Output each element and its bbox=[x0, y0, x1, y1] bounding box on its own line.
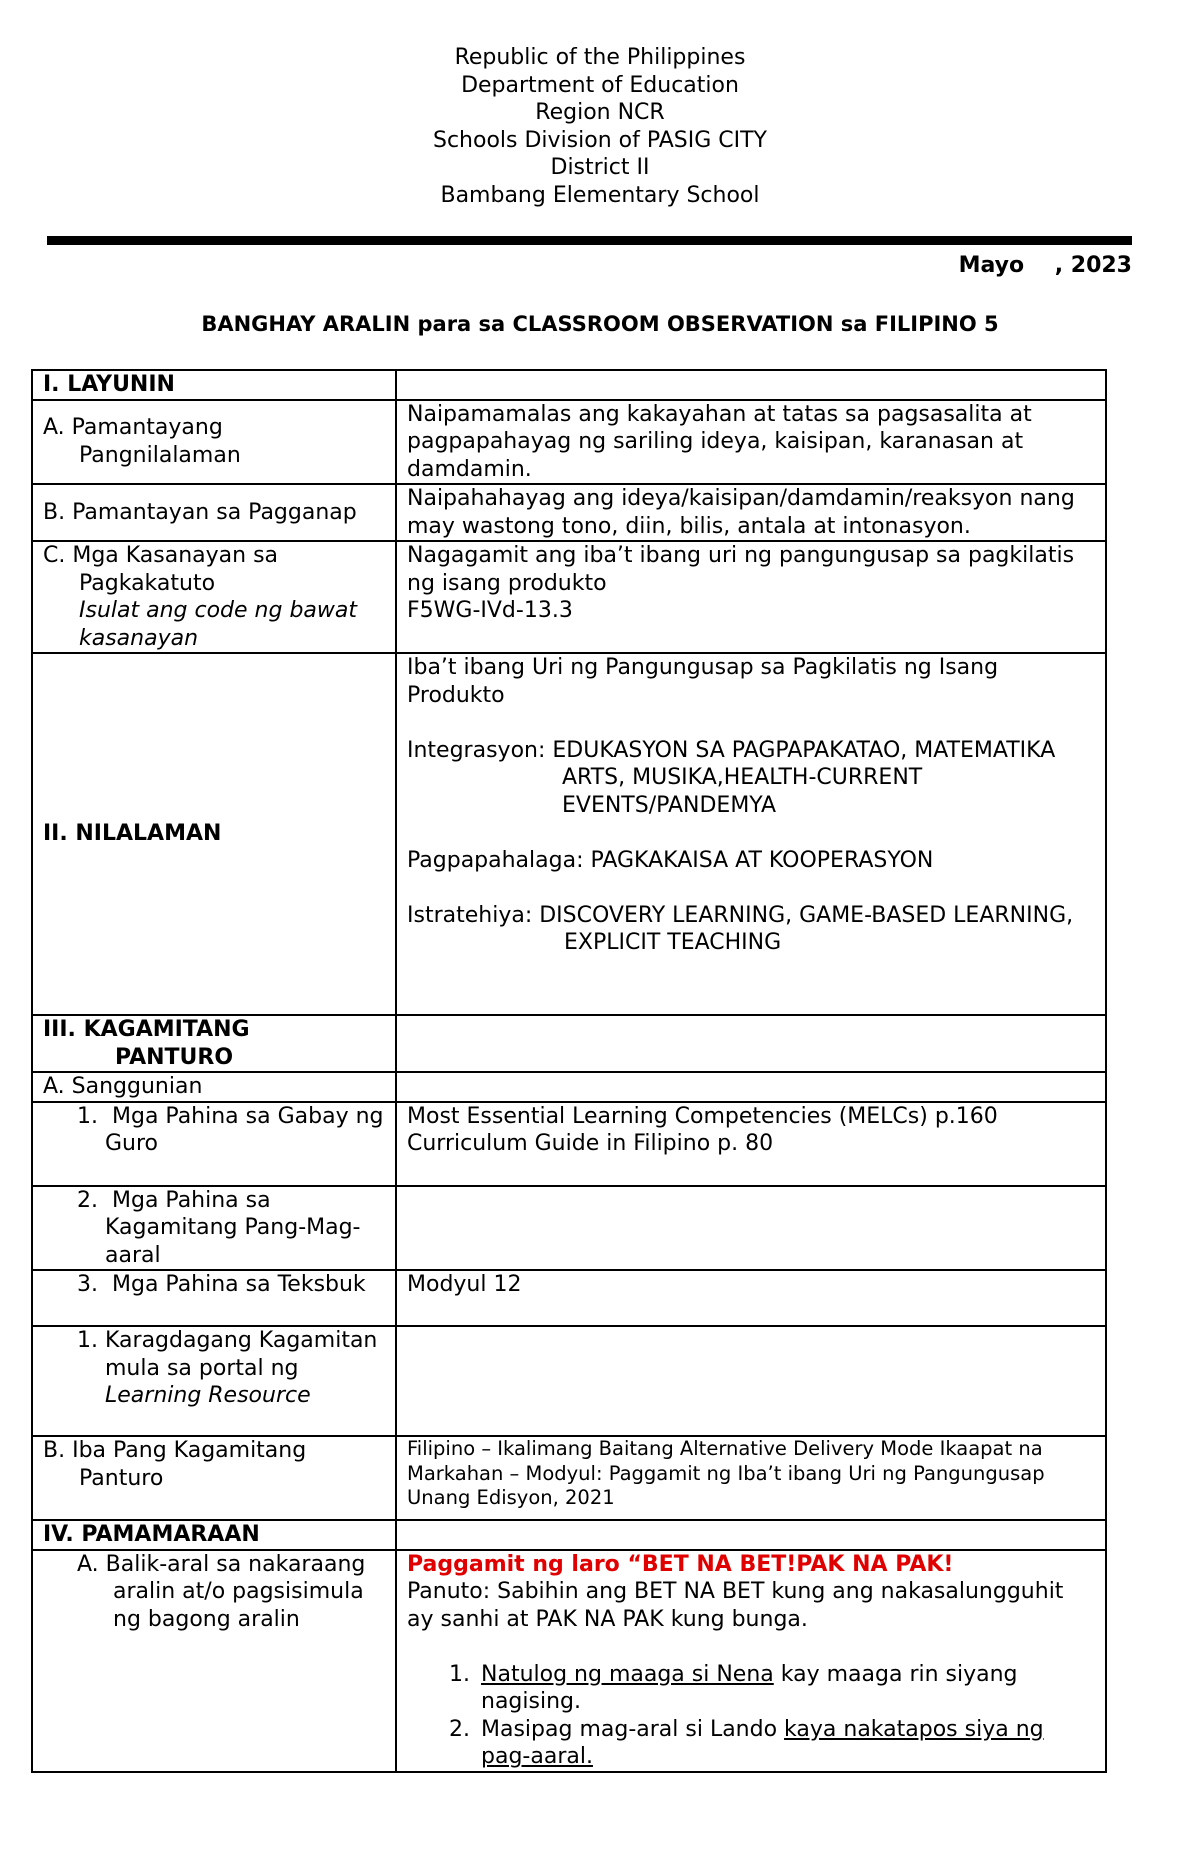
empty-cell bbox=[396, 1326, 1106, 1436]
item1-underlined: Natulog ng maaga si Nena bbox=[481, 1661, 774, 1687]
empty-cell bbox=[396, 1072, 1106, 1102]
table-row bbox=[32, 653, 1106, 1015]
lesson-plan-table bbox=[31, 369, 1107, 1773]
table-row bbox=[32, 370, 1106, 400]
header-line-region: Region NCR bbox=[535, 100, 665, 125]
value-cell bbox=[396, 541, 1106, 653]
pangnilalaman-label: Pangnilalaman bbox=[79, 442, 241, 468]
section-heading-kagamitang bbox=[32, 1015, 396, 1072]
pagkakatuto-label: Pagkakatuto bbox=[79, 570, 216, 596]
karagdagang-kagamitan-label bbox=[77, 1327, 385, 1410]
section-heading-layunin: I. LAYUNIN bbox=[32, 370, 396, 400]
table-row bbox=[32, 484, 1106, 541]
integrasyon-line-1: Integrasyon: EDUKASYON SA PAGPAPAKATAO, MATEMATIKA bbox=[407, 737, 1056, 763]
header-line-deped: Department of Education bbox=[461, 72, 739, 98]
panturo-label: Panturo bbox=[79, 1465, 164, 1491]
pagpapahalaga: Pagpapahalaga: PAGKAKAISA AT KOOPERASYON bbox=[407, 847, 934, 873]
value-cell bbox=[396, 1102, 1106, 1186]
balik-aral-label: A. Balik-aral sa nakaraang aralin at/o pagsisimula ng bagong aralin bbox=[77, 1551, 366, 1632]
iba-pang-kagamitang-label: B. Iba Pang Kagamitang bbox=[43, 1438, 307, 1463]
kasanayan-value: Nagagamit ang iba’t ibang uri ng pangungusap sa pagkilatis ng isang produkto bbox=[407, 543, 1075, 596]
item2-pre: Masipag mag-aral si Lando bbox=[481, 1716, 785, 1742]
empty-cell bbox=[396, 1015, 1106, 1072]
label-cell bbox=[32, 1550, 396, 1772]
integrasyon-line-2 bbox=[407, 764, 1095, 819]
section-heading-pamamaraan: IV. PAMAMARAAN bbox=[32, 1520, 396, 1550]
kasanayan-label: C. Mga Kasanayan sa bbox=[43, 543, 279, 568]
label-cell bbox=[32, 1186, 396, 1271]
list-number: 2. bbox=[77, 1187, 98, 1213]
kagamitang-heading-1: III. KAGAMITANG bbox=[43, 1017, 250, 1042]
pangnilalaman-value: Naipamamalas ang kakayahan at tatas sa pagsasalita at pagpapahayag ng sariling ideya, kaisipan, karanasan at damdamin. bbox=[396, 400, 1106, 485]
school-header bbox=[0, 44, 1200, 209]
header-line-district: District II bbox=[550, 155, 650, 180]
table-row bbox=[32, 1186, 1106, 1271]
teksbuk-text: Mga Pahina sa Teksbuk bbox=[112, 1272, 366, 1297]
table-row bbox=[32, 1072, 1106, 1102]
label-cell bbox=[32, 1270, 396, 1326]
empty-cell bbox=[396, 1186, 1106, 1271]
kagamitang-heading-2: PANTURO bbox=[115, 1044, 234, 1070]
label-cell bbox=[32, 1436, 396, 1520]
table-row bbox=[32, 1326, 1106, 1436]
pagganap-value: Naipahahayag ang ideya/kaisipan/damdamin/reaksyon nang may wastong tono, diin, bilis, antala at intonasyon. bbox=[396, 484, 1106, 541]
table-row bbox=[32, 541, 1106, 653]
value-cell bbox=[396, 1550, 1106, 1772]
empty-cell bbox=[396, 370, 1106, 400]
istratehiya-line-1: Istratehiya: DISCOVERY LEARNING, GAME-BASED LEARNING, bbox=[407, 902, 1074, 928]
empty-cell bbox=[396, 1520, 1106, 1550]
label-cell bbox=[32, 400, 396, 485]
teksbuk-label bbox=[77, 1271, 385, 1299]
header-divider bbox=[47, 236, 1132, 245]
game-instructions: Panuto: Sabihin ang BET NA BET kung ang nakasalungguhit ay sanhi at PAK NA PAK kung bunga. bbox=[407, 1579, 1064, 1632]
table-row bbox=[32, 1015, 1106, 1072]
section-heading-nilalaman: II. NILALAMAN bbox=[32, 653, 396, 1015]
kasanayan-code-instruction: Isulat ang code ng bawat kasanayan bbox=[79, 598, 357, 651]
list-number: 1. bbox=[77, 1328, 98, 1353]
teksbuk-value: Modyul 12 bbox=[396, 1270, 1106, 1326]
adm-module-reference: Filipino – Ikalimang Baitang Alternative Delivery Mode Ikaapat na Markahan – Modyul: Paggamit ng Iba’t ibang Uri ng Pangungusap Unang Edisyon, 2021 bbox=[396, 1436, 1106, 1520]
header-line-division: Schools Division of PASIG CITY bbox=[433, 127, 767, 153]
melcs-reference: Most Essential Learning Competencies (MELCs) p.160 bbox=[407, 1103, 998, 1129]
karagdagang-kagamitan-text: Karagdagang Kagamitan mula sa portal ng bbox=[105, 1328, 378, 1381]
kagamitang-mag-aaral-text: Mga Pahina sa Kagamitang Pang-Mag-aaral bbox=[105, 1187, 361, 1268]
nilalaman-topic: Iba’t ibang Uri ng Pangungusap sa Pagkilatis ng Isang Produkto bbox=[407, 655, 999, 708]
table-row bbox=[32, 1520, 1106, 1550]
gabay-ng-guro-label bbox=[77, 1103, 385, 1158]
table-row bbox=[32, 400, 1106, 485]
item2-underlined: kaya nakatapos siya ng pag-aaral. bbox=[481, 1716, 1044, 1769]
gabay-ng-guro-text: Mga Pahina sa Gabay ng Guro bbox=[105, 1103, 384, 1156]
label-cell bbox=[32, 1102, 396, 1186]
pagganap-label: B. Pamantayan sa Pagganap bbox=[32, 484, 396, 541]
kasanayan-code: F5WG-IVd-13.3 bbox=[407, 598, 573, 623]
sanggunian-label: A. Sanggunian bbox=[32, 1072, 396, 1102]
table-row bbox=[32, 1436, 1106, 1520]
label-cell bbox=[32, 1326, 396, 1436]
game-title: Paggamit ng laro “BET NA BET!PAK NA PAK! bbox=[407, 1551, 954, 1577]
integrasyon-line-2-text: ARTS, MUSIKA,HEALTH-CURRENT EVENTS/PANDEMYA bbox=[562, 765, 923, 818]
table-row bbox=[32, 1550, 1106, 1772]
document-title: BANGHAY ARALIN para sa CLASSROOM OBSERVATION sa FILIPINO 5 bbox=[201, 312, 999, 336]
list-item bbox=[477, 1661, 1095, 1716]
pamantayang-label: A. Pamantayang bbox=[43, 415, 223, 441]
label-cell bbox=[32, 541, 396, 653]
list-number: 3. bbox=[77, 1272, 98, 1297]
learning-resource-text: Learning Resource bbox=[105, 1383, 311, 1408]
item1-rest: kay maaga rin siyang nagising. bbox=[481, 1661, 1018, 1714]
item-list bbox=[407, 1661, 1095, 1771]
kagamitang-mag-aaral-label bbox=[77, 1187, 385, 1270]
list-item bbox=[477, 1716, 1095, 1771]
table-row bbox=[32, 1270, 1106, 1326]
header-line-school: Bambang Elementary School bbox=[440, 182, 760, 208]
list-number: 1. bbox=[77, 1103, 98, 1129]
istratehiya-line-2: EXPLICIT TEACHING bbox=[564, 930, 782, 955]
table-row bbox=[32, 1102, 1106, 1186]
value-cell bbox=[396, 653, 1106, 1015]
header-line-republic: Republic of the Philippines bbox=[454, 45, 746, 70]
lesson-date: Mayo , 2023 bbox=[958, 253, 1132, 278]
curriculum-guide-reference: Curriculum Guide in Filipino p. 80 bbox=[407, 1131, 774, 1156]
